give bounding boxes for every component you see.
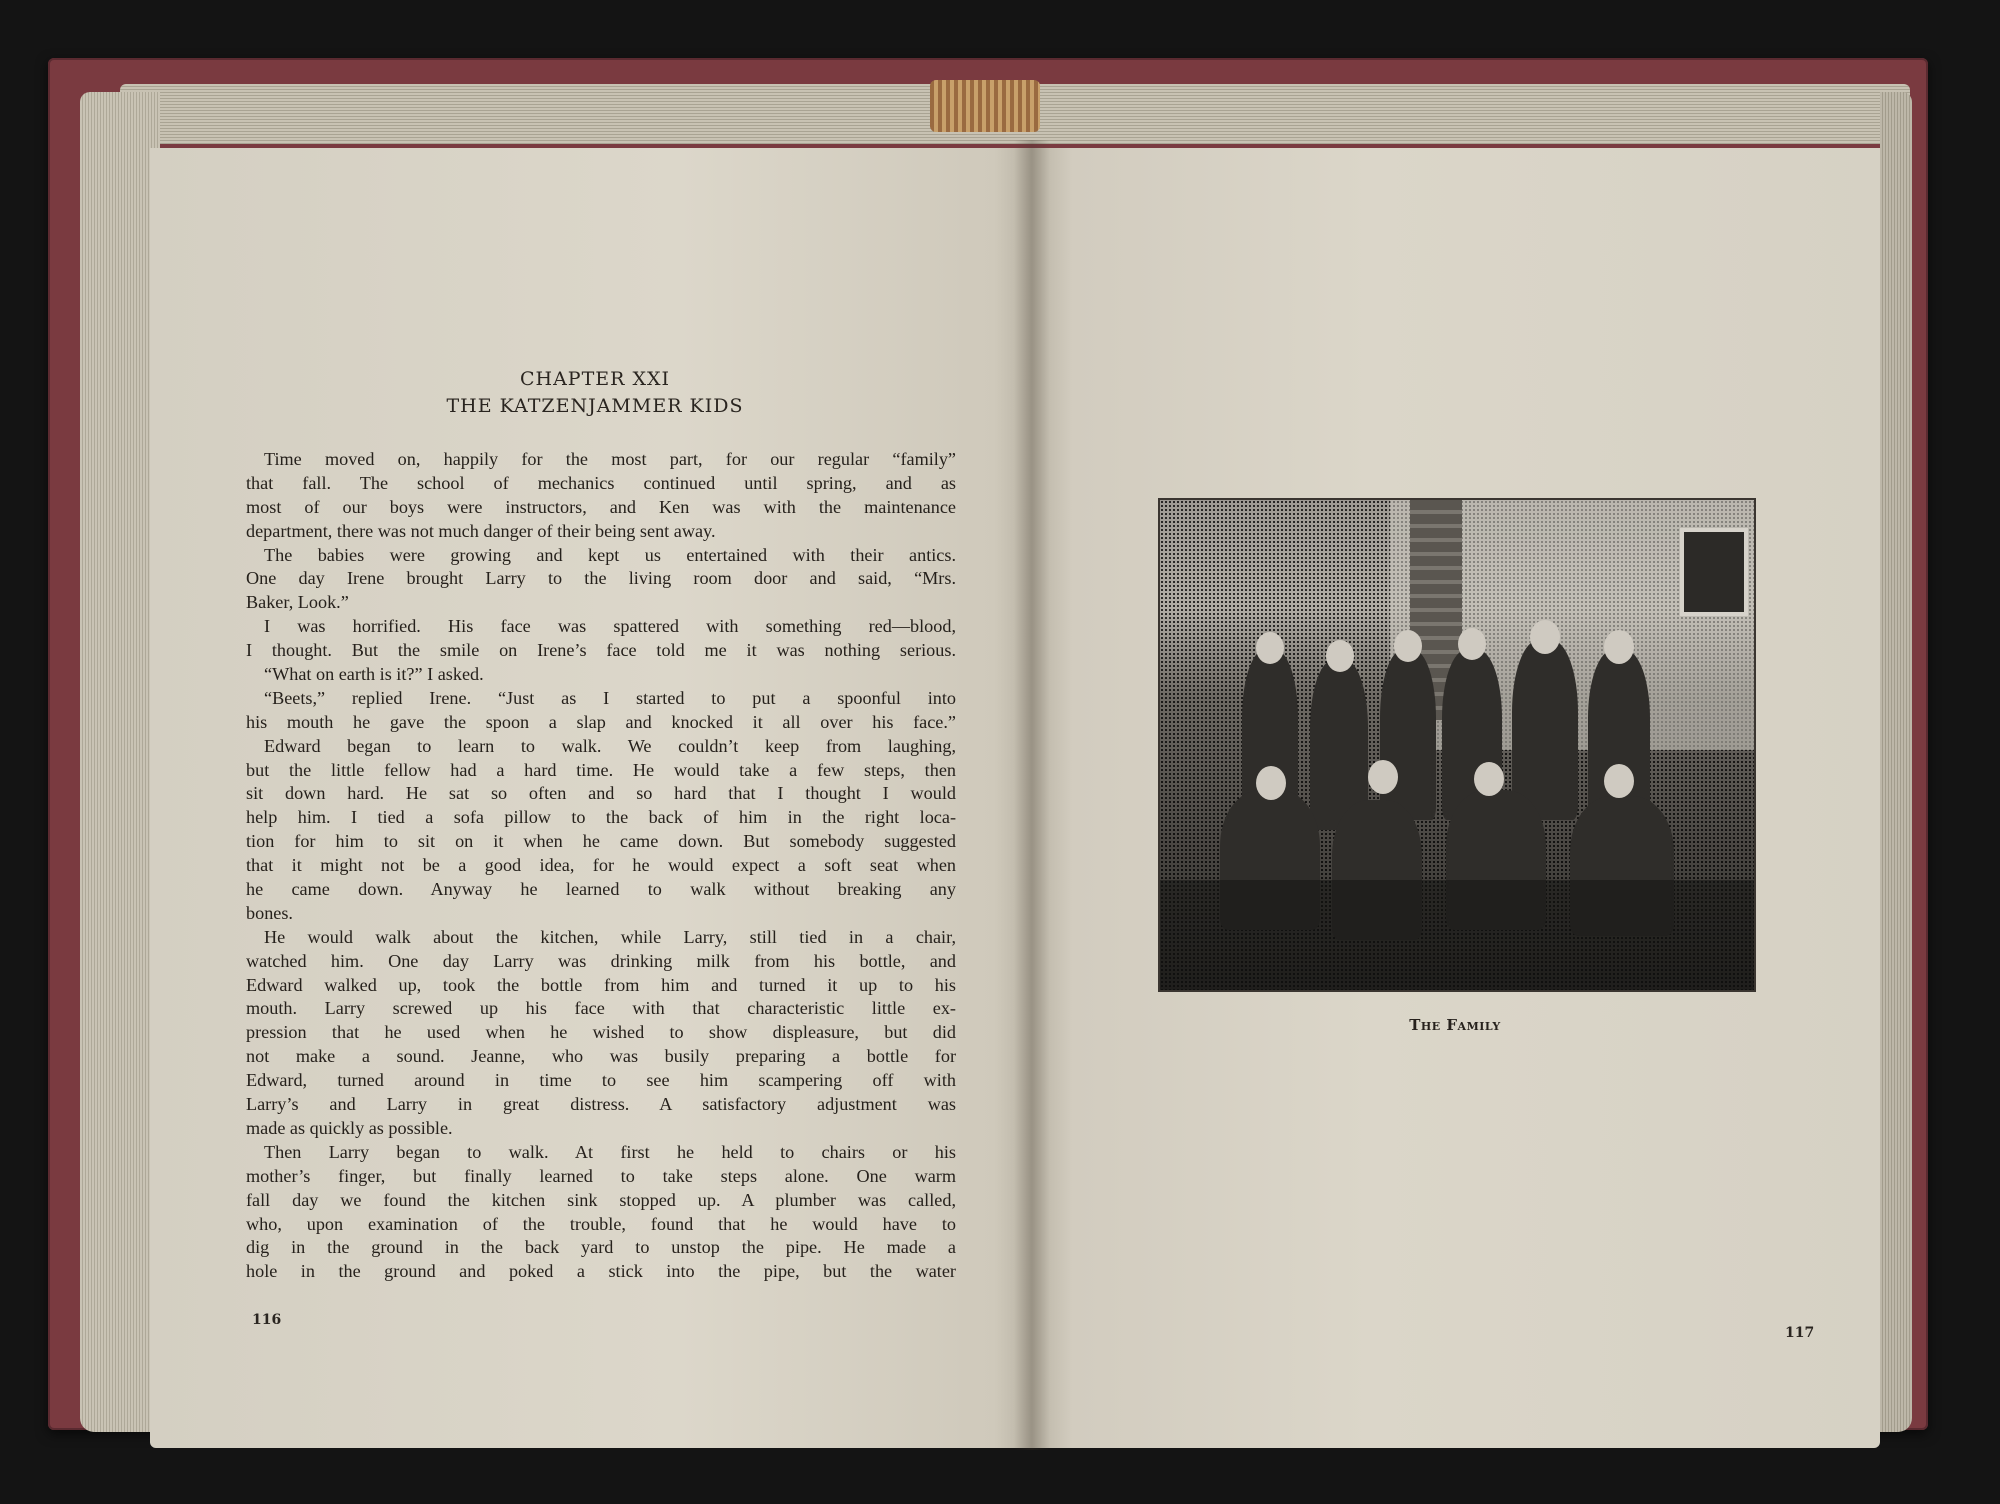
body-text-line: help him. I tied a sofa pillow to the back of him in the right loca-: [246, 807, 956, 828]
photo-face: [1530, 620, 1560, 654]
body-text-line: that it might not be a good idea, for he would expect a soft seat when: [246, 855, 956, 876]
body-text-line: pression that he used when he wished to show displeasure, but did: [246, 1022, 956, 1043]
photo-face: [1458, 628, 1486, 660]
body-text-line: mother’s finger, but finally learned to take steps alone. One warm: [246, 1165, 956, 1186]
page-block-right-edge: [1880, 92, 1912, 1432]
body-text-line: his mouth he gave the spoon a slap and knocked it all over his face.”: [246, 711, 956, 732]
body-text-line: Time moved on, happily for the most part, for our regular “family”: [264, 449, 956, 469]
body-text-line: “Beets,” replied Irene. “Just as I started to put a spoonful into: [264, 687, 956, 708]
photo-window: [1680, 528, 1748, 616]
photo-face: [1256, 632, 1284, 664]
photo-ground-shadow: [1160, 880, 1754, 990]
body-text-line: He would walk about the kitchen, while Larry, still tied in a chair,: [264, 926, 956, 947]
photo-face: [1368, 760, 1398, 794]
photo-face: [1604, 764, 1634, 798]
body-text-line: Then Larry began to walk. At first he held to chairs or his: [264, 1141, 956, 1162]
photo-face: [1394, 630, 1422, 662]
family-photograph: [1158, 498, 1756, 992]
body-text-line: dig in the ground in the back yard to unstop the pipe. He made a: [246, 1237, 956, 1258]
photo-person: [1512, 640, 1578, 820]
photo-person: [1380, 650, 1436, 820]
page-number-left: 116: [252, 1312, 282, 1328]
body-text-line: Edward walked up, took the bottle from him and turned it up to his: [246, 974, 956, 995]
body-text-line: Edward began to learn to walk. We couldn’t keep from laughing,: [264, 735, 956, 756]
body-text-line: One day Irene brought Larry to the living room door and said, “Mrs.: [246, 568, 956, 589]
chapter-body-text: [246, 448, 956, 1284]
body-text-line: fall day we found the kitchen sink stopped up. A plumber was called,: [246, 1189, 956, 1210]
body-text-line: that fall. The school of mechanics continued until spring, and as: [246, 472, 956, 493]
body-text-line: tion for him to sit on it when he came down. But somebody suggested: [246, 831, 956, 852]
photo-caption: The Family: [1409, 1016, 1501, 1034]
headband: [930, 80, 1040, 132]
page-number-right: 117: [1785, 1325, 1815, 1341]
body-text-line: mouth. Larry screwed up his face with that characteristic little ex-: [246, 998, 956, 1019]
body-text-line: who, upon examination of the trouble, found that he would have to: [246, 1213, 956, 1234]
body-text-line: The babies were growing and kept us entertained with their antics.: [264, 544, 956, 565]
photo-face: [1326, 640, 1354, 672]
body-text-line: most of our boys were instructors, and Ken was with the maintenance: [246, 496, 956, 517]
photo-face: [1474, 762, 1504, 796]
body-text-line: not make a sound. Jeanne, who was busily preparing a bottle for: [246, 1046, 956, 1067]
body-text-line: bones.: [246, 902, 293, 923]
body-text-line: Baker, Look.”: [246, 592, 349, 613]
body-text-line: “What on earth is it?” I asked.: [264, 664, 484, 685]
body-text-line: hole in the ground and poked a stick into the pipe, but the water: [246, 1261, 956, 1282]
body-text-line: Edward, turned around in time to see him scampering off with: [246, 1070, 956, 1091]
body-text-line: department, there was not much danger of their being sent away.: [246, 520, 716, 541]
photo-face: [1604, 630, 1634, 664]
body-text-line: sit down hard. He sat so often and so hard that I thought I would: [246, 783, 956, 804]
chapter-number: CHAPTER XXI: [519, 368, 671, 390]
body-text-line: I was horrified. His face was spattered with something red—blood,: [264, 616, 956, 637]
body-text-line: watched him. One day Larry was drinking milk from his bottle, and: [246, 950, 956, 971]
body-text-line: I thought. But the smile on Irene’s face told me it was nothing serious.: [246, 640, 956, 661]
body-text-line: he came down. Anyway he learned to walk without breaking any: [246, 879, 956, 900]
body-text-line: made as quickly as possible.: [246, 1117, 453, 1138]
chapter-title: THE KATZENJAMMER KIDS: [446, 395, 744, 417]
page-block-left-edge: [80, 92, 160, 1432]
photo-face: [1256, 766, 1286, 800]
body-text-line: but the little fellow had a hard time. He would take a few steps, then: [246, 759, 956, 780]
body-text-line: Larry’s and Larry in great distress. A satisfactory adjustment was: [246, 1094, 956, 1115]
gutter-shadow: [1014, 140, 1050, 1450]
chapter-heading: [245, 366, 945, 420]
